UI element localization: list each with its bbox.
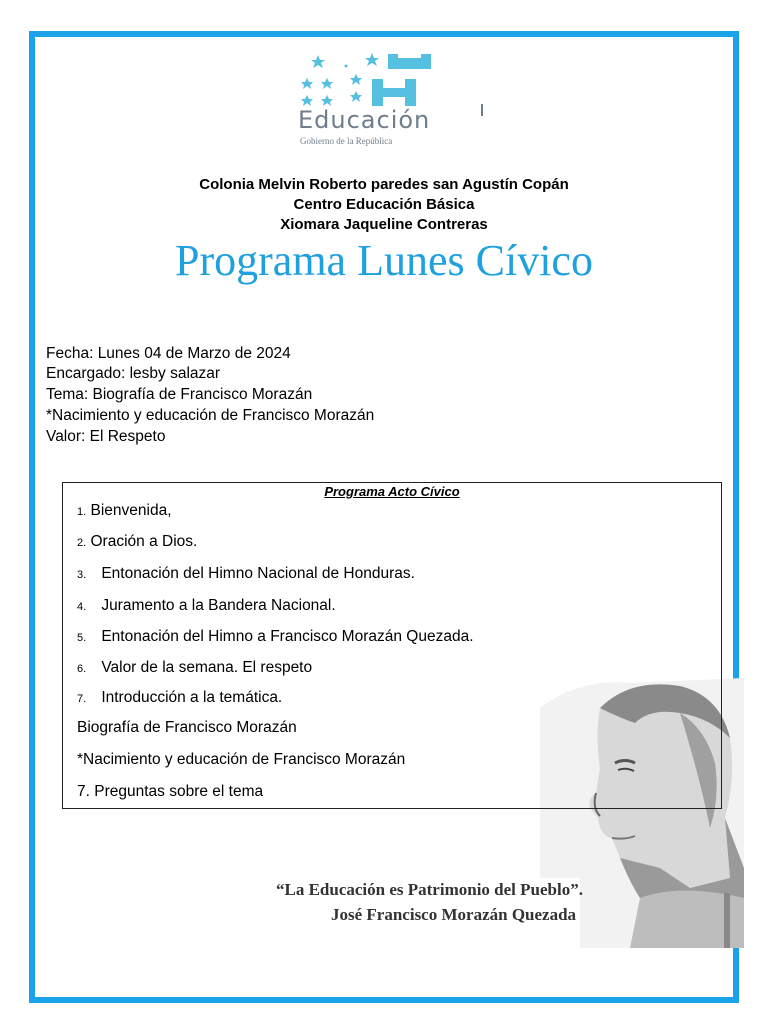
program-title: Programa Acto Cívico xyxy=(324,484,460,499)
item-number: 6. xyxy=(77,663,87,675)
item-number: 5. xyxy=(77,632,87,644)
school-person: Xiomara Jaqueline Contreras xyxy=(280,216,488,233)
item-text: Valor de la semana. El respeto xyxy=(101,659,313,676)
quote-author: José Francisco Morazán Quezada xyxy=(331,905,577,924)
logo-subtitle: Gobierno de la República xyxy=(300,136,393,146)
program-item xyxy=(77,565,415,583)
item-number: 4. xyxy=(77,601,87,613)
item-text: Juramento a la Bandera Nacional. xyxy=(101,597,336,614)
item-number: 7. xyxy=(77,693,87,705)
item-text: Entonación del Himno a Francisco Morazán Quezada. xyxy=(101,628,474,645)
quote-text: “La Educación es Patrimonio del Pueblo”. xyxy=(276,880,583,899)
info-topic: Tema: Biografía de Francisco Morazán xyxy=(46,386,313,403)
logo-wordmark: Educación xyxy=(298,106,431,134)
program-item xyxy=(77,597,336,615)
program-extra-questions: 7. Preguntas sobre el tema xyxy=(77,783,264,800)
page-title: Programa Lunes Cívico xyxy=(175,236,593,285)
program-extra-biography: Biografía de Francisco Morazán xyxy=(77,719,297,736)
program-item xyxy=(77,502,172,520)
info-in-charge: Encargado: lesby salazar xyxy=(46,365,221,382)
item-number: 1. xyxy=(77,506,87,518)
school-name: Centro Educación Básica xyxy=(293,196,475,213)
program-item xyxy=(77,533,197,551)
info-subtopic: *Nacimiento y educación de Francisco Morazán xyxy=(46,407,375,424)
program-item xyxy=(77,659,312,677)
item-number: 2. xyxy=(77,537,87,549)
item-text: Bienvenida, xyxy=(90,502,172,519)
item-text: Introducción a la temática. xyxy=(101,689,283,706)
program-box xyxy=(62,482,722,809)
item-text: Entonación del Himno Nacional de Honduras. xyxy=(101,565,415,582)
program-extra-birth: *Nacimiento y educación de Francisco Morazán xyxy=(77,751,406,768)
item-text: Oración a Dios. xyxy=(90,533,198,550)
item-number: 3. xyxy=(77,569,87,581)
info-date: Fecha: Lunes 04 de Marzo de 2024 xyxy=(46,345,291,362)
program-item xyxy=(77,689,282,707)
school-location: Colonia Melvin Roberto paredes san Agustín Copán xyxy=(199,176,569,193)
info-value: Valor: El Respeto xyxy=(46,428,166,445)
program-item xyxy=(77,628,474,646)
